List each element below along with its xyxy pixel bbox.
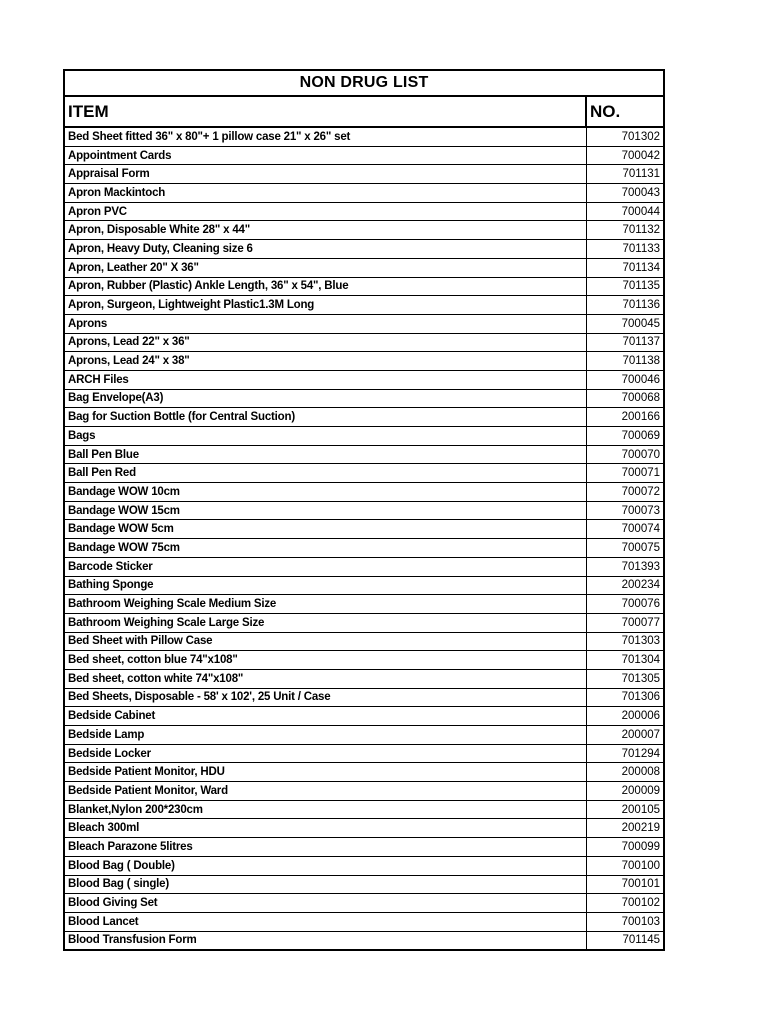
item-number-cell: 701393 — [586, 557, 664, 576]
item-number-cell: 701131 — [586, 165, 664, 184]
item-cell: Bag for Suction Bottle (for Central Suction) — [64, 408, 586, 427]
item-number-cell: 700102 — [586, 894, 664, 913]
table-row — [64, 557, 664, 576]
item-number-cell: 200009 — [586, 782, 664, 801]
table-row — [64, 726, 664, 745]
item-cell: Bandage WOW 75cm — [64, 539, 586, 558]
item-cell: Bed Sheet with Pillow Case — [64, 632, 586, 651]
item-number-cell: 701137 — [586, 333, 664, 352]
item-number-cell: 200166 — [586, 408, 664, 427]
item-number-cell: 701136 — [586, 296, 664, 315]
table-row — [64, 127, 664, 146]
item-number-cell: 700072 — [586, 483, 664, 502]
item-cell: Aprons, Lead 24" x 38" — [64, 352, 586, 371]
item-number-cell: 701132 — [586, 221, 664, 240]
header-row — [64, 96, 664, 127]
table-row — [64, 314, 664, 333]
item-cell: Apron PVC — [64, 202, 586, 221]
table-row — [64, 632, 664, 651]
item-cell: Bandage WOW 10cm — [64, 483, 586, 502]
item-number-cell: 700099 — [586, 838, 664, 857]
item-cell: Apron, Rubber (Plastic) Ankle Length, 36" x 54", Blue — [64, 277, 586, 296]
item-cell: Apron, Disposable White 28" x 44" — [64, 221, 586, 240]
item-cell: Blood Bag ( Double) — [64, 856, 586, 875]
table-row — [64, 838, 664, 857]
table-row — [64, 352, 664, 371]
table-row — [64, 707, 664, 726]
item-number-cell: 700100 — [586, 856, 664, 875]
item-cell: Bleach 300ml — [64, 819, 586, 838]
item-cell: Apron, Surgeon, Lightweight Plastic1.3M Long — [64, 296, 586, 315]
item-number-cell: 700101 — [586, 875, 664, 894]
item-cell: Barcode Sticker — [64, 557, 586, 576]
item-number-cell: 700069 — [586, 427, 664, 446]
item-number-cell: 200007 — [586, 726, 664, 745]
item-number-cell: 701138 — [586, 352, 664, 371]
item-cell: Appointment Cards — [64, 146, 586, 165]
item-number-cell: 200234 — [586, 576, 664, 595]
item-number-cell: 700077 — [586, 613, 664, 632]
table-row — [64, 501, 664, 520]
table-row — [64, 894, 664, 913]
item-number-cell: 701302 — [586, 127, 664, 146]
table-row — [64, 539, 664, 558]
item-cell: Bed sheet, cotton blue 74"x108" — [64, 651, 586, 670]
item-cell: Bedside Cabinet — [64, 707, 586, 726]
table-row — [64, 296, 664, 315]
table-row — [64, 408, 664, 427]
item-cell: Blood Lancet — [64, 912, 586, 931]
item-cell: Bedside Lamp — [64, 726, 586, 745]
no-column-header: NO. — [586, 96, 664, 127]
item-cell: ARCH Files — [64, 370, 586, 389]
table-row — [64, 782, 664, 801]
item-number-cell: 700043 — [586, 184, 664, 203]
item-cell: Bandage WOW 15cm — [64, 501, 586, 520]
item-number-cell: 700075 — [586, 539, 664, 558]
table-row — [64, 595, 664, 614]
item-number-cell: 700045 — [586, 314, 664, 333]
item-cell: Apron, Heavy Duty, Cleaning size 6 — [64, 240, 586, 259]
table-row — [64, 240, 664, 259]
item-cell: Appraisal Form — [64, 165, 586, 184]
item-number-cell: 701294 — [586, 744, 664, 763]
item-number-cell: 701303 — [586, 632, 664, 651]
item-cell: Bags — [64, 427, 586, 446]
table-row — [64, 483, 664, 502]
table-row — [64, 613, 664, 632]
item-cell: Bed sheet, cotton white 74"x108" — [64, 669, 586, 688]
item-number-cell: 200219 — [586, 819, 664, 838]
table-row — [64, 333, 664, 352]
item-number-cell: 700071 — [586, 464, 664, 483]
item-number-cell: 701133 — [586, 240, 664, 259]
item-number-cell: 700073 — [586, 501, 664, 520]
document-title: NON DRUG LIST — [64, 70, 664, 96]
item-number-cell: 701304 — [586, 651, 664, 670]
table-row — [64, 763, 664, 782]
item-number-cell: 700042 — [586, 146, 664, 165]
item-cell: Bandage WOW 5cm — [64, 520, 586, 539]
table-row — [64, 912, 664, 931]
table-row — [64, 184, 664, 203]
table-row — [64, 445, 664, 464]
item-cell: Bathroom Weighing Scale Medium Size — [64, 595, 586, 614]
item-number-cell: 200008 — [586, 763, 664, 782]
item-cell: Aprons — [64, 314, 586, 333]
table-row — [64, 576, 664, 595]
item-cell: Blood Bag ( single) — [64, 875, 586, 894]
table-row — [64, 520, 664, 539]
item-cell: Ball Pen Blue — [64, 445, 586, 464]
item-number-cell: 700044 — [586, 202, 664, 221]
item-column-header: ITEM — [64, 96, 586, 127]
item-cell: Apron Mackintoch — [64, 184, 586, 203]
item-cell: Bed Sheet fitted 36" x 80"+ 1 pillow case 21" x 26" set — [64, 127, 586, 146]
item-cell: Bleach Parazone 5litres — [64, 838, 586, 857]
item-cell: Aprons, Lead 22" x 36" — [64, 333, 586, 352]
table-row — [64, 258, 664, 277]
item-number-cell: 701305 — [586, 669, 664, 688]
item-cell: Apron, Leather 20" X 36" — [64, 258, 586, 277]
item-number-cell: 700074 — [586, 520, 664, 539]
item-number-cell: 700046 — [586, 370, 664, 389]
item-cell: Blanket,Nylon 200*230cm — [64, 800, 586, 819]
item-number-cell: 700076 — [586, 595, 664, 614]
item-number-cell: 701306 — [586, 688, 664, 707]
table-row — [64, 669, 664, 688]
table-row — [64, 856, 664, 875]
item-number-cell: 700068 — [586, 389, 664, 408]
item-cell: Bag Envelope(A3) — [64, 389, 586, 408]
table-row — [64, 875, 664, 894]
item-cell: Bathing Sponge — [64, 576, 586, 595]
table-row — [64, 744, 664, 763]
table-row — [64, 688, 664, 707]
item-number-cell: 200105 — [586, 800, 664, 819]
table-row — [64, 165, 664, 184]
table-row — [64, 146, 664, 165]
table-row — [64, 427, 664, 446]
table-row — [64, 389, 664, 408]
table-row — [64, 370, 664, 389]
title-row — [64, 70, 664, 96]
table-row — [64, 651, 664, 670]
table-row — [64, 221, 664, 240]
item-cell: Ball Pen Red — [64, 464, 586, 483]
item-number-cell: 700070 — [586, 445, 664, 464]
table-row — [64, 819, 664, 838]
table-row — [64, 464, 664, 483]
item-number-cell: 700103 — [586, 912, 664, 931]
table-row — [64, 277, 664, 296]
item-number-cell: 701145 — [586, 931, 664, 950]
item-cell: Bedside Patient Monitor, HDU — [64, 763, 586, 782]
item-cell: Bed Sheets, Disposable - 58' x 102', 25 Unit / Case — [64, 688, 586, 707]
table-row — [64, 202, 664, 221]
table-row — [64, 800, 664, 819]
item-cell: Blood Transfusion Form — [64, 931, 586, 950]
item-number-cell: 200006 — [586, 707, 664, 726]
item-number-cell: 701134 — [586, 258, 664, 277]
non-drug-list-table — [63, 69, 665, 951]
table-row — [64, 931, 664, 950]
item-number-cell: 701135 — [586, 277, 664, 296]
item-cell: Bathroom Weighing Scale Large Size — [64, 613, 586, 632]
item-cell: Blood Giving Set — [64, 894, 586, 913]
item-cell: Bedside Patient Monitor, Ward — [64, 782, 586, 801]
item-cell: Bedside Locker — [64, 744, 586, 763]
